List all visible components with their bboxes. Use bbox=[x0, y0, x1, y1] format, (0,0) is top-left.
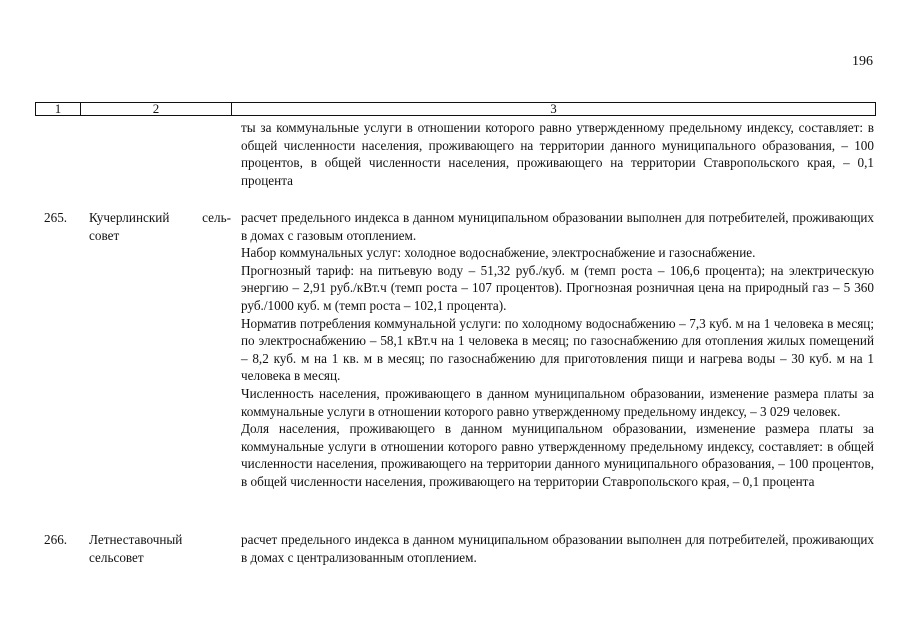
paragraph-norms: Норматив потребления коммунальной услуги: по холодному водоснабжению – 7,3 куб. м на 1 человека в месяц; по электроснабжению – 58,1 кВт.ч на 1 человека в месяц; по газоснабжению для отопления жилых помещений – 8,2 куб. м на 1 кв. м в месяц; по газоснабжению для приготовления пищи и нагрева воды – 30 куб. м на 1 человека в месяц. bbox=[241, 315, 874, 384]
row-text bbox=[241, 209, 874, 491]
paragraph-population: Численность населения, проживающего в данном муниципальном образовании, изменение размера платы за коммунальные услуги в отношении которого равно утвержденному предельному индексу, – 3 029 человек. bbox=[241, 385, 874, 419]
paragraph-tariff: Прогнозный тариф: на питьевую воду – 51,32 руб./куб. м (темп роста – 106,6 процента); на электрическую энергию – 2,91 руб./кВт.ч (темп роста – 107 процентов). Прогнозная розничная цена на природный газ – 5 360 руб./1000 куб. м (темп роста – 102,1 процента). bbox=[241, 262, 874, 313]
page-number: 196 bbox=[852, 54, 873, 69]
municipality-name-line-1: Кучерлинский сель- bbox=[89, 210, 231, 225]
municipality-name bbox=[89, 531, 231, 566]
column-header-2: 2 bbox=[81, 103, 232, 115]
row-text bbox=[241, 119, 874, 189]
entry-number: 266. bbox=[44, 532, 68, 547]
paragraph-share: Доля населения, проживающего в данном муниципальном образовании, изменение размера платы за коммунальные услуги в отношении которого равно утвержденному предельному индексу, составляет: в общей численности населения, проживающего на территории данного муниципального образования, – 100 процентов, в общей численности населения, проживающего на территории Ставропольского края, – 0,1 процента bbox=[241, 421, 874, 489]
entry-number: 265. bbox=[44, 210, 68, 225]
municipality-name-line-2: совет bbox=[89, 227, 120, 243]
municipality-name bbox=[89, 209, 231, 244]
column-header-1: 1 bbox=[36, 103, 81, 115]
continuation-paragraph: ты за коммунальные услуги в отношении которого равно утвержденному предельному индексу, составляет: в общей численности населения, проживающего на территории данного муниципального образования, – 100 процентов, в общей численности населения, проживающего на территории Ставропольского края, – 0,1 процента bbox=[241, 120, 874, 188]
row-text bbox=[241, 531, 874, 566]
table-header bbox=[35, 102, 876, 116]
paragraph-services: Набор коммунальных услуг: холодное водоснабжение, электроснабжение и газоснабжение. bbox=[241, 245, 756, 261]
paragraph-scope: расчет предельного индекса в данном муниципальном образовании выполнен для потребителей, проживающих в домах с централизованным отоплением. bbox=[241, 532, 874, 565]
municipality-name-line-2: сельсовет bbox=[89, 549, 144, 565]
paragraph-scope: расчет предельного индекса в данном муниципальном образовании выполнен для потребителей, проживающих в домах с газовым отоплением. bbox=[241, 210, 874, 243]
municipality-name-line-1: Летнеставочный bbox=[89, 532, 183, 547]
column-header-3: 3 bbox=[550, 101, 557, 116]
